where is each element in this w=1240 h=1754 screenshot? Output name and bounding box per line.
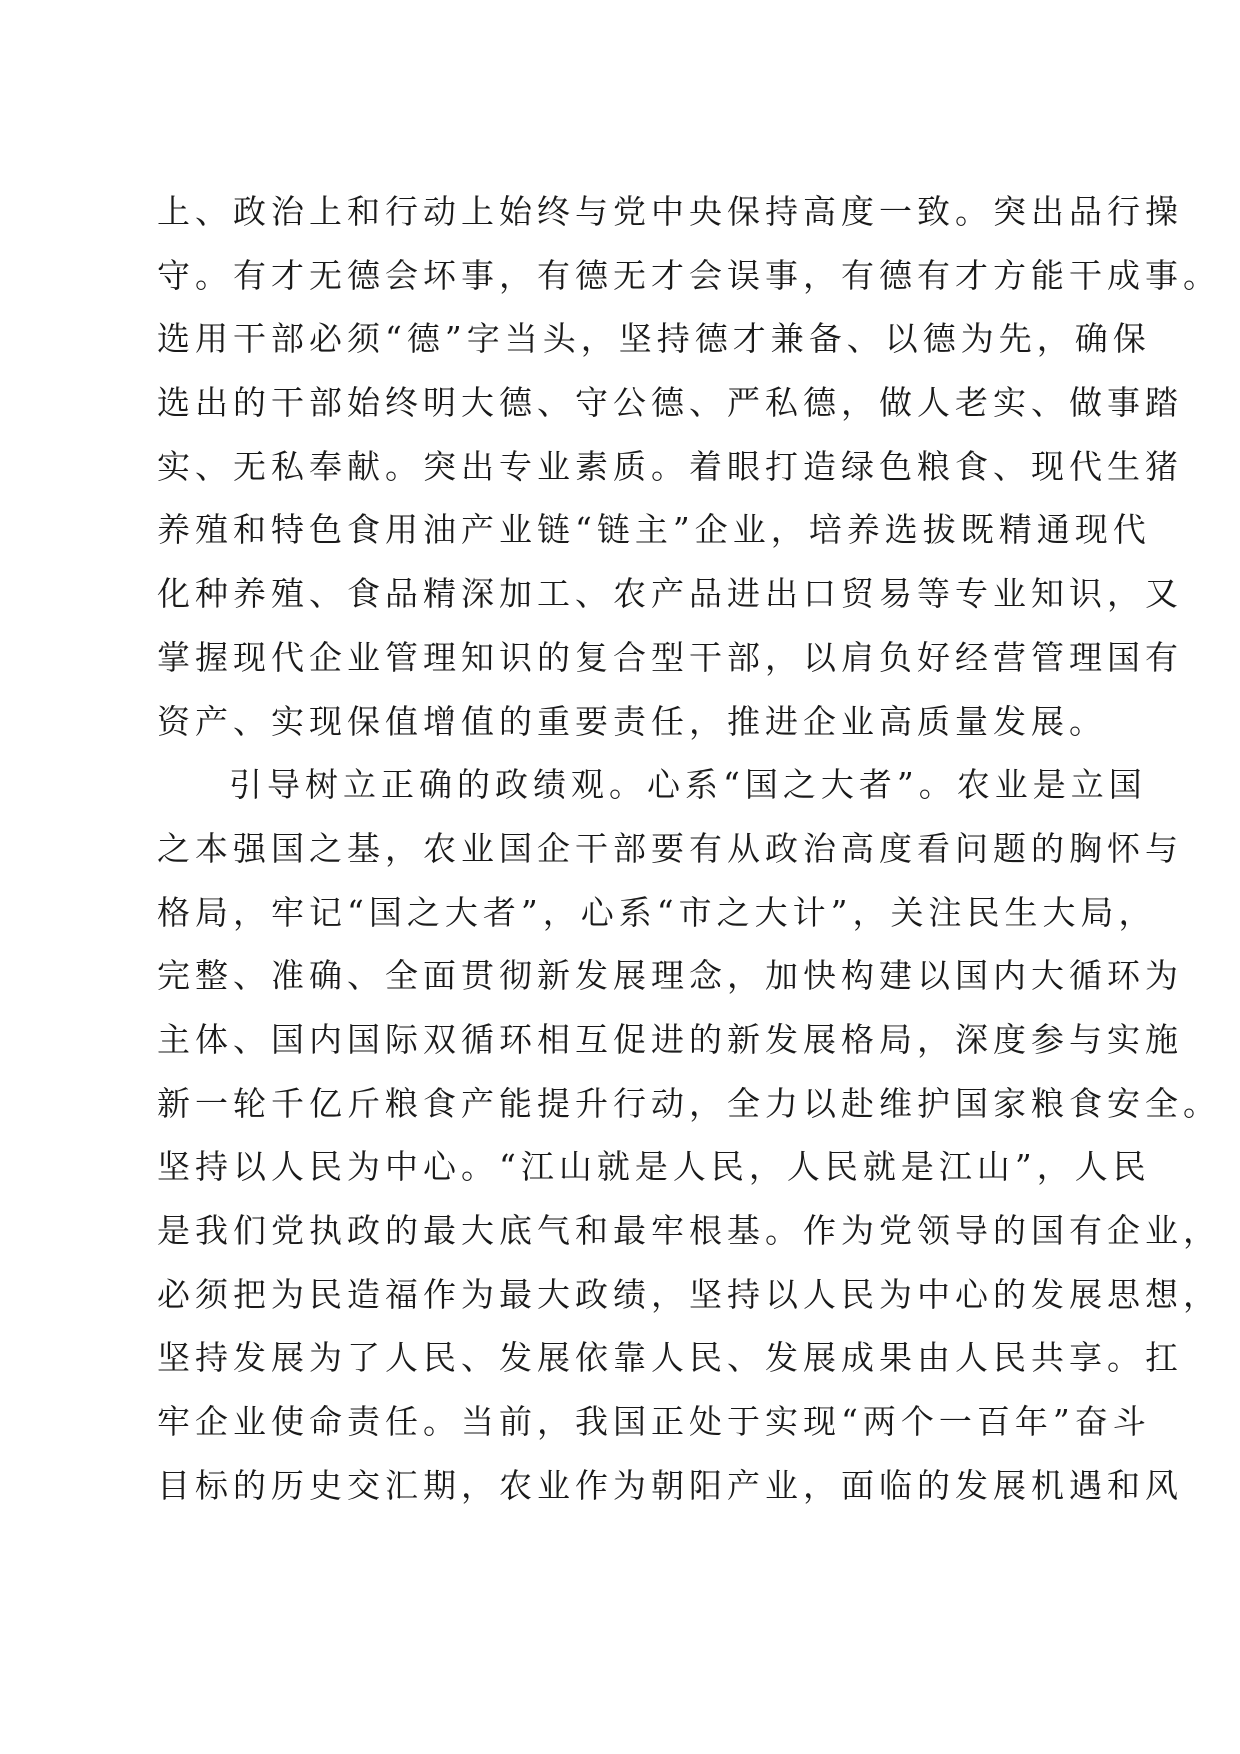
- text-line: 坚持发展为了人民、发展依靠人民、发展成果由人民共享。扛: [157, 1338, 1183, 1378]
- text-line: 完整、准确、全面贯彻新发展理念，加快构建以国内大循环为: [157, 956, 1183, 996]
- text-line: 养殖和特色食用油产业链“链主”企业，培养选拔既精通现代: [157, 510, 1151, 550]
- text-line: 选出的干部始终明大德、守公德、严私德，做人老实、做事踏: [157, 383, 1183, 423]
- text-line: 坚持以人民为中心。“江山就是人民，人民就是江山”，人民: [157, 1147, 1151, 1187]
- text-line: 上、政治上和行动上始终与党中央保持高度一致。突出品行操: [157, 192, 1183, 231]
- text-line: 牢企业使命责任。当前，我国正处于实现“两个一百年”奋斗: [157, 1402, 1151, 1442]
- text-line: 掌握现代企业管理知识的复合型干部，以肩负好经营管理国有: [157, 637, 1183, 677]
- text-line: 守。有才无德会坏事，有德无才会误事，有德有才方能干成事。: [157, 255, 1221, 295]
- paragraph-first-line: 引导树立正确的政绩观。心系“国之大者”。农业是立国: [229, 765, 1147, 805]
- text-line: 主体、国内国际双循环相互促进的新发展格局，深度参与实施: [157, 1019, 1183, 1059]
- text-line: 目标的历史交汇期，农业作为朝阳产业，面临的发展机遇和风: [157, 1465, 1183, 1505]
- text-line: 新一轮千亿斤粮食产能提升行动，全力以赴维护国家粮食安全。: [157, 1083, 1221, 1123]
- text-line: 实、无私奉献。突出专业素质。着眼打造绿色粮食、现代生猪: [157, 446, 1183, 486]
- text-line: 之本强国之基，农业国企干部要有从政治高度看问题的胸怀与: [157, 828, 1183, 868]
- text-line: 是我们党执政的最大底气和最牢根基。作为党领导的国有企业，: [157, 1211, 1221, 1250]
- text-line: 选用干部必须“德”字当头，坚持德才兼备、以德为先，确保: [157, 319, 1151, 359]
- text-line: 化种养殖、食品精深加工、农产品进出口贸易等专业知识，又: [157, 574, 1183, 614]
- text-line: 资产、实现保值增值的重要责任，推进企业高质量发展。: [157, 701, 1107, 741]
- text-line: 格局，牢记“国之大者”，心系“市之大计”，关注民生大局，: [157, 892, 1157, 932]
- document-body: [157, 180, 1221, 1517]
- text-line: 必须把为民造福作为最大政绩，坚持以人民为中心的发展思想，: [157, 1274, 1221, 1314]
